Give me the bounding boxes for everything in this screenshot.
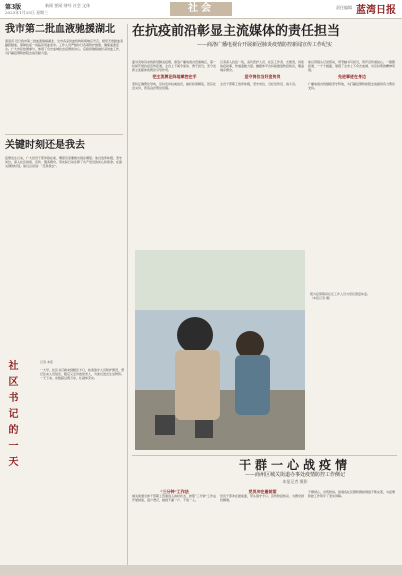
bottom-article-col-1: “三分钟”工作法 城关街道全体干部职工迅速进入战时状态，按照“三分钟”工作法开展排查，逐户登记，做到不漏一户、不落一人。 <box>132 489 217 502</box>
main-section-head-2: 坚守岗位当好宣传员 <box>244 74 281 79</box>
bottom-article-col-3: 干群同心，共筑防线。街道各社区群防群控网络不断完善，为疫情防控工作筑牢了坚实屏障。 <box>308 490 396 498</box>
dateline: 2023年1月25日 星期三 <box>5 10 49 15</box>
news-photo-illustration <box>135 250 305 450</box>
bottom-title: 干群一心战疫情 ——商州区城关街道办事处疫情防控工作侧记 本报记者 摄影 <box>200 458 390 485</box>
bottom-byline: 本报记者 摄影 <box>282 479 308 484</box>
headline-key-moment: 关键时刻还是我去 <box>5 140 85 151</box>
footer-bar <box>0 565 402 575</box>
column-vertical-title: 社区书记的一天 <box>6 360 17 472</box>
photo-credit: （本报记者 摄） <box>310 296 332 300</box>
bottom-subtitle: ——商州区城关街道办事处疫情防控工作侧记 <box>244 472 345 478</box>
page-label: 第3版 <box>5 4 22 11</box>
edition-info: 责任编辑 <box>336 5 352 10</box>
main-article-col-3: 他们用镜头记录感动，用笔触书写担当，用声音传递信心。一篇篇报道、一个个画面，展现了全市上下众志成城、共克时艰的精神风貌。 先进事迹在身边 广播电视台将继续坚守阵地，为打赢疫情防控阻击战提供有力舆论支持。 <box>308 60 396 90</box>
section-nav: 新闻 要闻 财经 社会 文体 <box>45 3 91 8</box>
article-community-secretary-body: 一大早，社区书记就来到辖区卡口，检查值守人员防护情况，登记往来人员信息，随后又走访独居老人，为他们送去生活物资。一天下来，步数超过两万步，忙碌却充实。 <box>40 368 125 380</box>
left-column <box>5 24 123 168</box>
main-article-col-2: 记者深入抗疫一线，采访医护人员、社区工作者、志愿者，讲述战疫故事，传递温暖力量。融媒体平台持续推送防疫知识，覆盖城乡群众。 坚守岗位当好宣传员 全台干部职工放弃休假，坚守岗位，当好宣传员、战斗员。 <box>220 60 305 86</box>
main-section-head-3: 先进事迹在身边 <box>338 74 366 79</box>
photo-caption: 图为疫情期间社区工作人员为居民测量体温。 （本报记者 摄） <box>310 292 371 300</box>
section-name: 社会 <box>170 2 232 16</box>
news-photo <box>135 250 305 450</box>
headline-blood-aid: 我市第二批血液驰援湖北 <box>5 24 115 35</box>
main-subtitle: ——商洛广播电视台开展新冠肺炎疫情防控新闻宣传工作纪实 <box>196 42 332 48</box>
main-section-head-1: 把主流舆论阵地掌控在手 <box>152 74 197 79</box>
bottom-article-col-2: 党员冲在最前面 党员干部冲在最前面，带头值守卡口，宣传防疫知识，为群众排忧解难。 <box>220 489 305 502</box>
article-blood-aid-body: 商洛讯 近日我市第二批血液驰援湖北，全市各采供血机构积极响应号召，组织无偿献血者踊跃献血，保障抗疫一线临床用血需求。工作人员严格执行各项防护措施，确保血液安全。广大市民热情参与，体现了众志成城抗击疫情的决心。后续将继续做好采供血工作，为打赢疫情防控阻击战贡献力量。 <box>5 39 123 55</box>
article-key-moment-body: 疫情发生以来，广大党员干部冲锋在前，哪里有需要就出现在哪里。他们放弃休假，坚守岗位，深入社区排查、宣传、服务群众，用实际行动诠释了共产党员的初心和使命。在最关键的时刻，他们总是说：“还是我去”。 <box>5 156 123 168</box>
newspaper-brand: 蓝湾日报 <box>356 5 396 16</box>
bottom-mini-head-2: 党员冲在最前面 <box>248 489 277 494</box>
main-title: 在抗疫前沿彰显主流媒体的责任担当 ——商洛广播电视台开展新冠肺炎疫情防控新闻宣传工作纪实 <box>132 24 397 49</box>
main-article-col-1: 面对突如其来的新冠肺炎疫情，商洛广播电视台迅速响应，第一时间开展抗疫宣传报道，全台上下闻令而动、勇于担当，充分发挥主流媒体的舆论引导作用。 把主流舆论阵地掌控在手 坚持正确舆论导向，及时发布权威信息，做好政策解读，回应社会关切，营造良好舆论氛围。 <box>132 60 217 90</box>
column-byline: 记者 本报 <box>40 360 53 364</box>
bottom-mini-head-1: “三分钟”工作法 <box>160 489 189 494</box>
